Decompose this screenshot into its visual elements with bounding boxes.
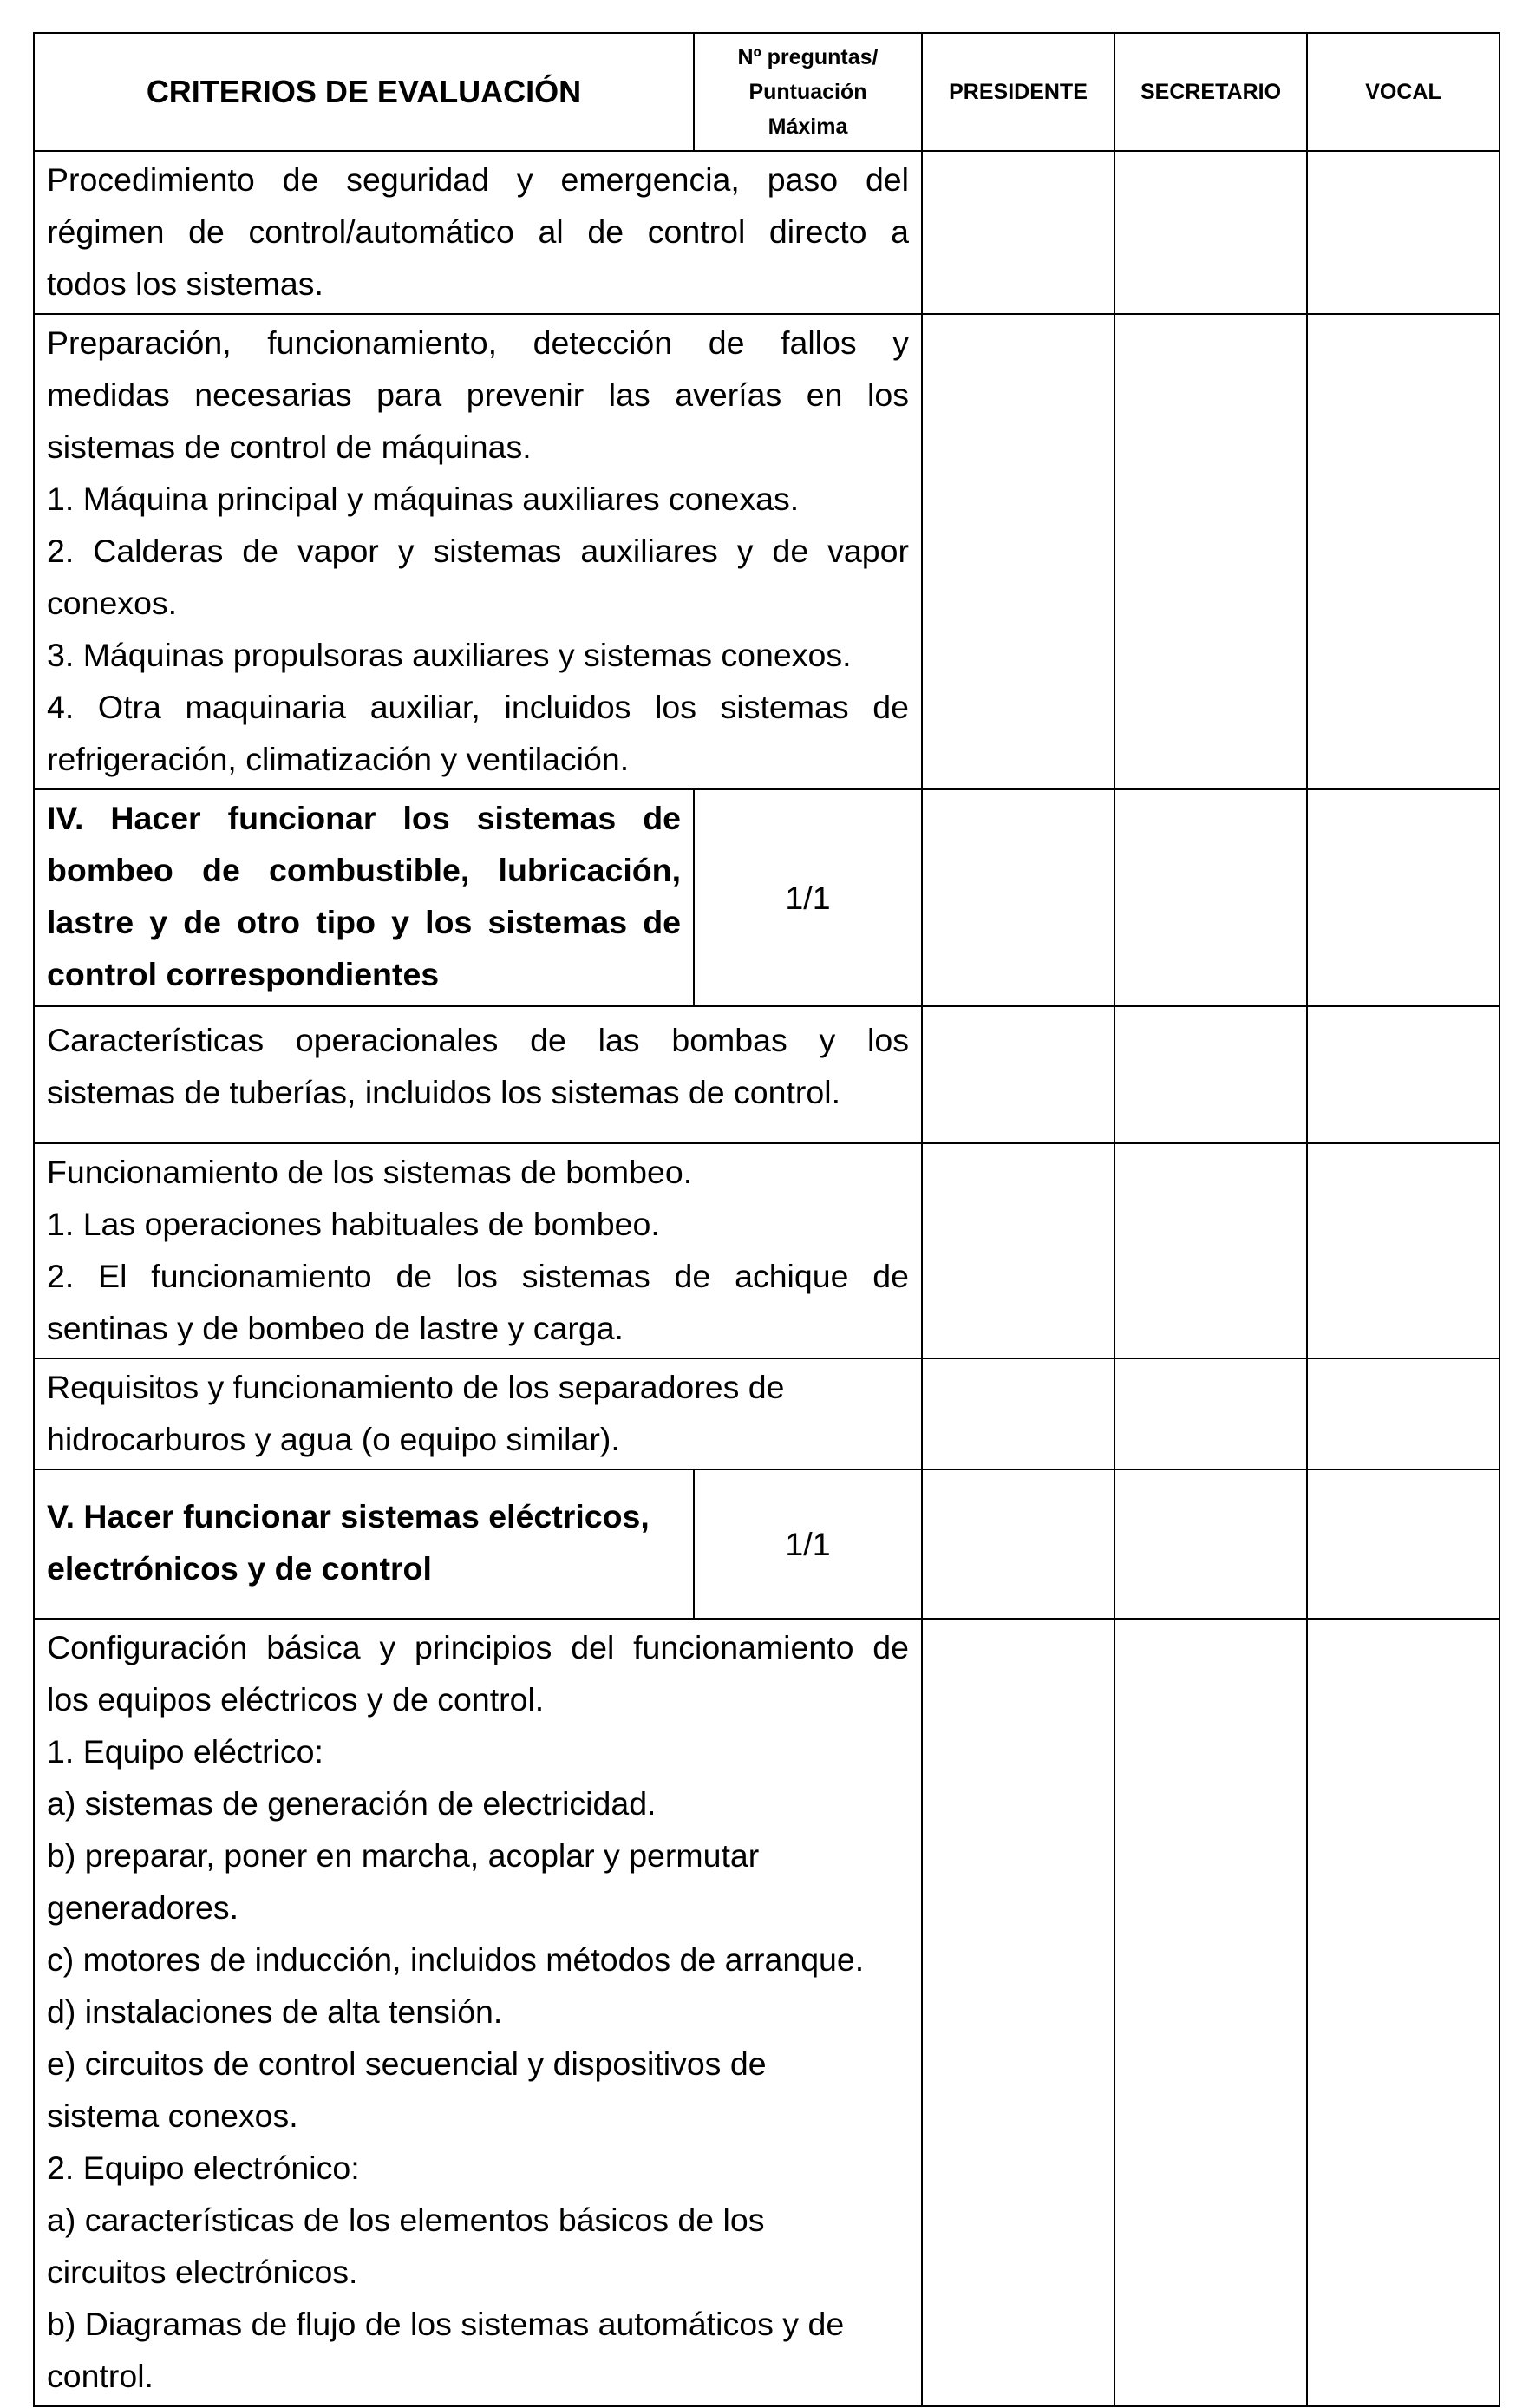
section-line: electrónicos y de control [47,1550,432,1587]
puntuacion-header-line: Puntuación [748,80,867,104]
criterion-line: hidrocarburos y agua (o equipo similar). [47,1421,620,1457]
criterion-line: b) preparar, poner en marcha, acoplar y permutar [47,1837,760,1874]
criterion-line: 4. Otra maquinaria auxiliar, incluidos los sistemas de [47,689,909,725]
vocal-cell[interactable] [1307,1619,1500,2406]
criterion-row [34,151,1500,314]
criterion-row [34,1143,1500,1358]
criterion-line: Funcionamiento de los sistemas de bombeo. [47,1154,693,1190]
presidente-cell[interactable] [922,1006,1114,1143]
criterion-line: a) características de los elementos básicos de los [47,2202,765,2238]
criterion-line: Características operacionales de las bombas y los [47,1022,909,1058]
criterion-line: régimen de control/automático al de control directo a [47,213,909,250]
section-line: control correspondientes [47,956,440,992]
criterion-line: sistema conexos. [47,2097,298,2134]
criterion-line: Preparación, funcionamiento, detección de fallos y [47,324,909,361]
secretario-cell[interactable] [1114,1469,1307,1619]
secretario-cell[interactable] [1114,789,1307,1006]
criterion-line: todos los sistemas. [47,265,323,302]
section-row [34,1469,1500,1619]
criterion-text [34,1143,922,1358]
criterion-text [34,151,922,314]
section-title [34,1469,694,1619]
criterion-line: 3. Máquinas propulsoras auxiliares y sistemas conexos. [47,637,852,673]
vocal-cell[interactable] [1307,314,1500,789]
presidente-cell[interactable] [922,314,1114,789]
section-line: IV. Hacer funcionar los sistemas de [47,800,681,836]
criterion-line: 2. El funcionamiento de los sistemas de achique de [47,1258,909,1294]
section-line: lastre y de otro tipo y los sistemas de [47,904,681,940]
puntuacion-header-line: Nº preguntas/ [737,45,879,69]
vocal-cell[interactable] [1307,1469,1500,1619]
criterion-text [34,1006,922,1143]
criterion-line: 2. Equipo electrónico: [47,2150,360,2186]
criterion-row [34,1006,1500,1143]
criterion-row [34,1619,1500,2406]
criterion-line: d) instalaciones de alta tensión. [47,1993,503,2030]
criterion-line: sentinas y de bombeo de lastre y carga. [47,1310,624,1346]
criterion-line: refrigeración, climatización y ventilación. [47,741,630,777]
criterion-line: 1. Las operaciones habituales de bombeo. [47,1206,660,1242]
vocal-cell[interactable] [1307,1143,1500,1358]
criterion-line: Configuración básica y principios del funcionamiento de [47,1629,909,1665]
section-line: bombeo de combustible, lubricación, [47,852,681,888]
criterion-line: c) motores de inducción, incluidos métodos de arranque. [47,1941,865,1978]
criterion-row [34,1358,1500,1469]
criterion-text [34,1358,922,1469]
criterion-line: 2. Calderas de vapor y sistemas auxiliares y de vapor [47,533,909,569]
section-line: V. Hacer funcionar sistemas eléctricos, [47,1498,650,1534]
criterion-line: los equipos eléctricos y de control. [47,1681,545,1718]
presidente-cell[interactable] [922,789,1114,1006]
evaluation-table [33,32,1500,2407]
puntuacion-header [694,33,922,151]
secretario-cell[interactable] [1114,1006,1307,1143]
secretario-cell[interactable] [1114,1619,1307,2406]
criterion-line: Procedimiento de seguridad y emergencia, paso del [47,161,909,198]
presidente-cell[interactable] [922,1358,1114,1469]
vocal-cell[interactable] [1307,1006,1500,1143]
secretario-header: SECRETARIO [1114,33,1307,151]
section-row [34,789,1500,1006]
presidente-cell[interactable] [922,1469,1114,1619]
evaluation-criteria-document [33,32,1499,2407]
secretario-cell[interactable] [1114,1143,1307,1358]
secretario-cell[interactable] [1114,1358,1307,1469]
section-score: 1/1 [694,1469,922,1619]
criterion-line: 1. Máquina principal y máquinas auxiliares conexas. [47,481,800,517]
criterion-row [34,314,1500,789]
criterion-text [34,314,922,789]
section-score: 1/1 [694,789,922,1006]
criterios-header: CRITERIOS DE EVALUACIÓN [34,33,694,151]
vocal-header: VOCAL [1307,33,1500,151]
criterion-line: medidas necesarias para prevenir las averías en los [47,376,909,413]
puntuacion-header-line: Máxima [768,115,848,139]
header-row [34,33,1500,151]
presidente-cell[interactable] [922,1143,1114,1358]
criterion-line: a) sistemas de generación de electricidad. [47,1785,657,1822]
section-title [34,789,694,1006]
criterion-line: conexos. [47,585,178,621]
criterion-line: Requisitos y funcionamiento de los separadores de [47,1369,785,1405]
presidente-cell[interactable] [922,1619,1114,2406]
criterion-line: circuitos electrónicos. [47,2254,358,2290]
criterion-line: sistemas de control de máquinas. [47,429,532,465]
secretario-cell[interactable] [1114,151,1307,314]
criterion-line: e) circuitos de control secuencial y dispositivos de [47,2045,767,2082]
vocal-cell[interactable] [1307,1358,1500,1469]
criterion-line: sistemas de tuberías, incluidos los sistemas de control. [47,1074,840,1110]
vocal-cell[interactable] [1307,151,1500,314]
vocal-cell[interactable] [1307,789,1500,1006]
criterion-line: control. [47,2358,154,2394]
criterion-line: generadores. [47,1889,238,1926]
presidente-header: PRESIDENTE [922,33,1114,151]
criterion-line: b) Diagramas de flujo de los sistemas automáticos y de [47,2306,845,2342]
criterion-text [34,1619,922,2406]
secretario-cell[interactable] [1114,314,1307,789]
presidente-cell[interactable] [922,151,1114,314]
criterion-line: 1. Equipo eléctrico: [47,1733,323,1770]
